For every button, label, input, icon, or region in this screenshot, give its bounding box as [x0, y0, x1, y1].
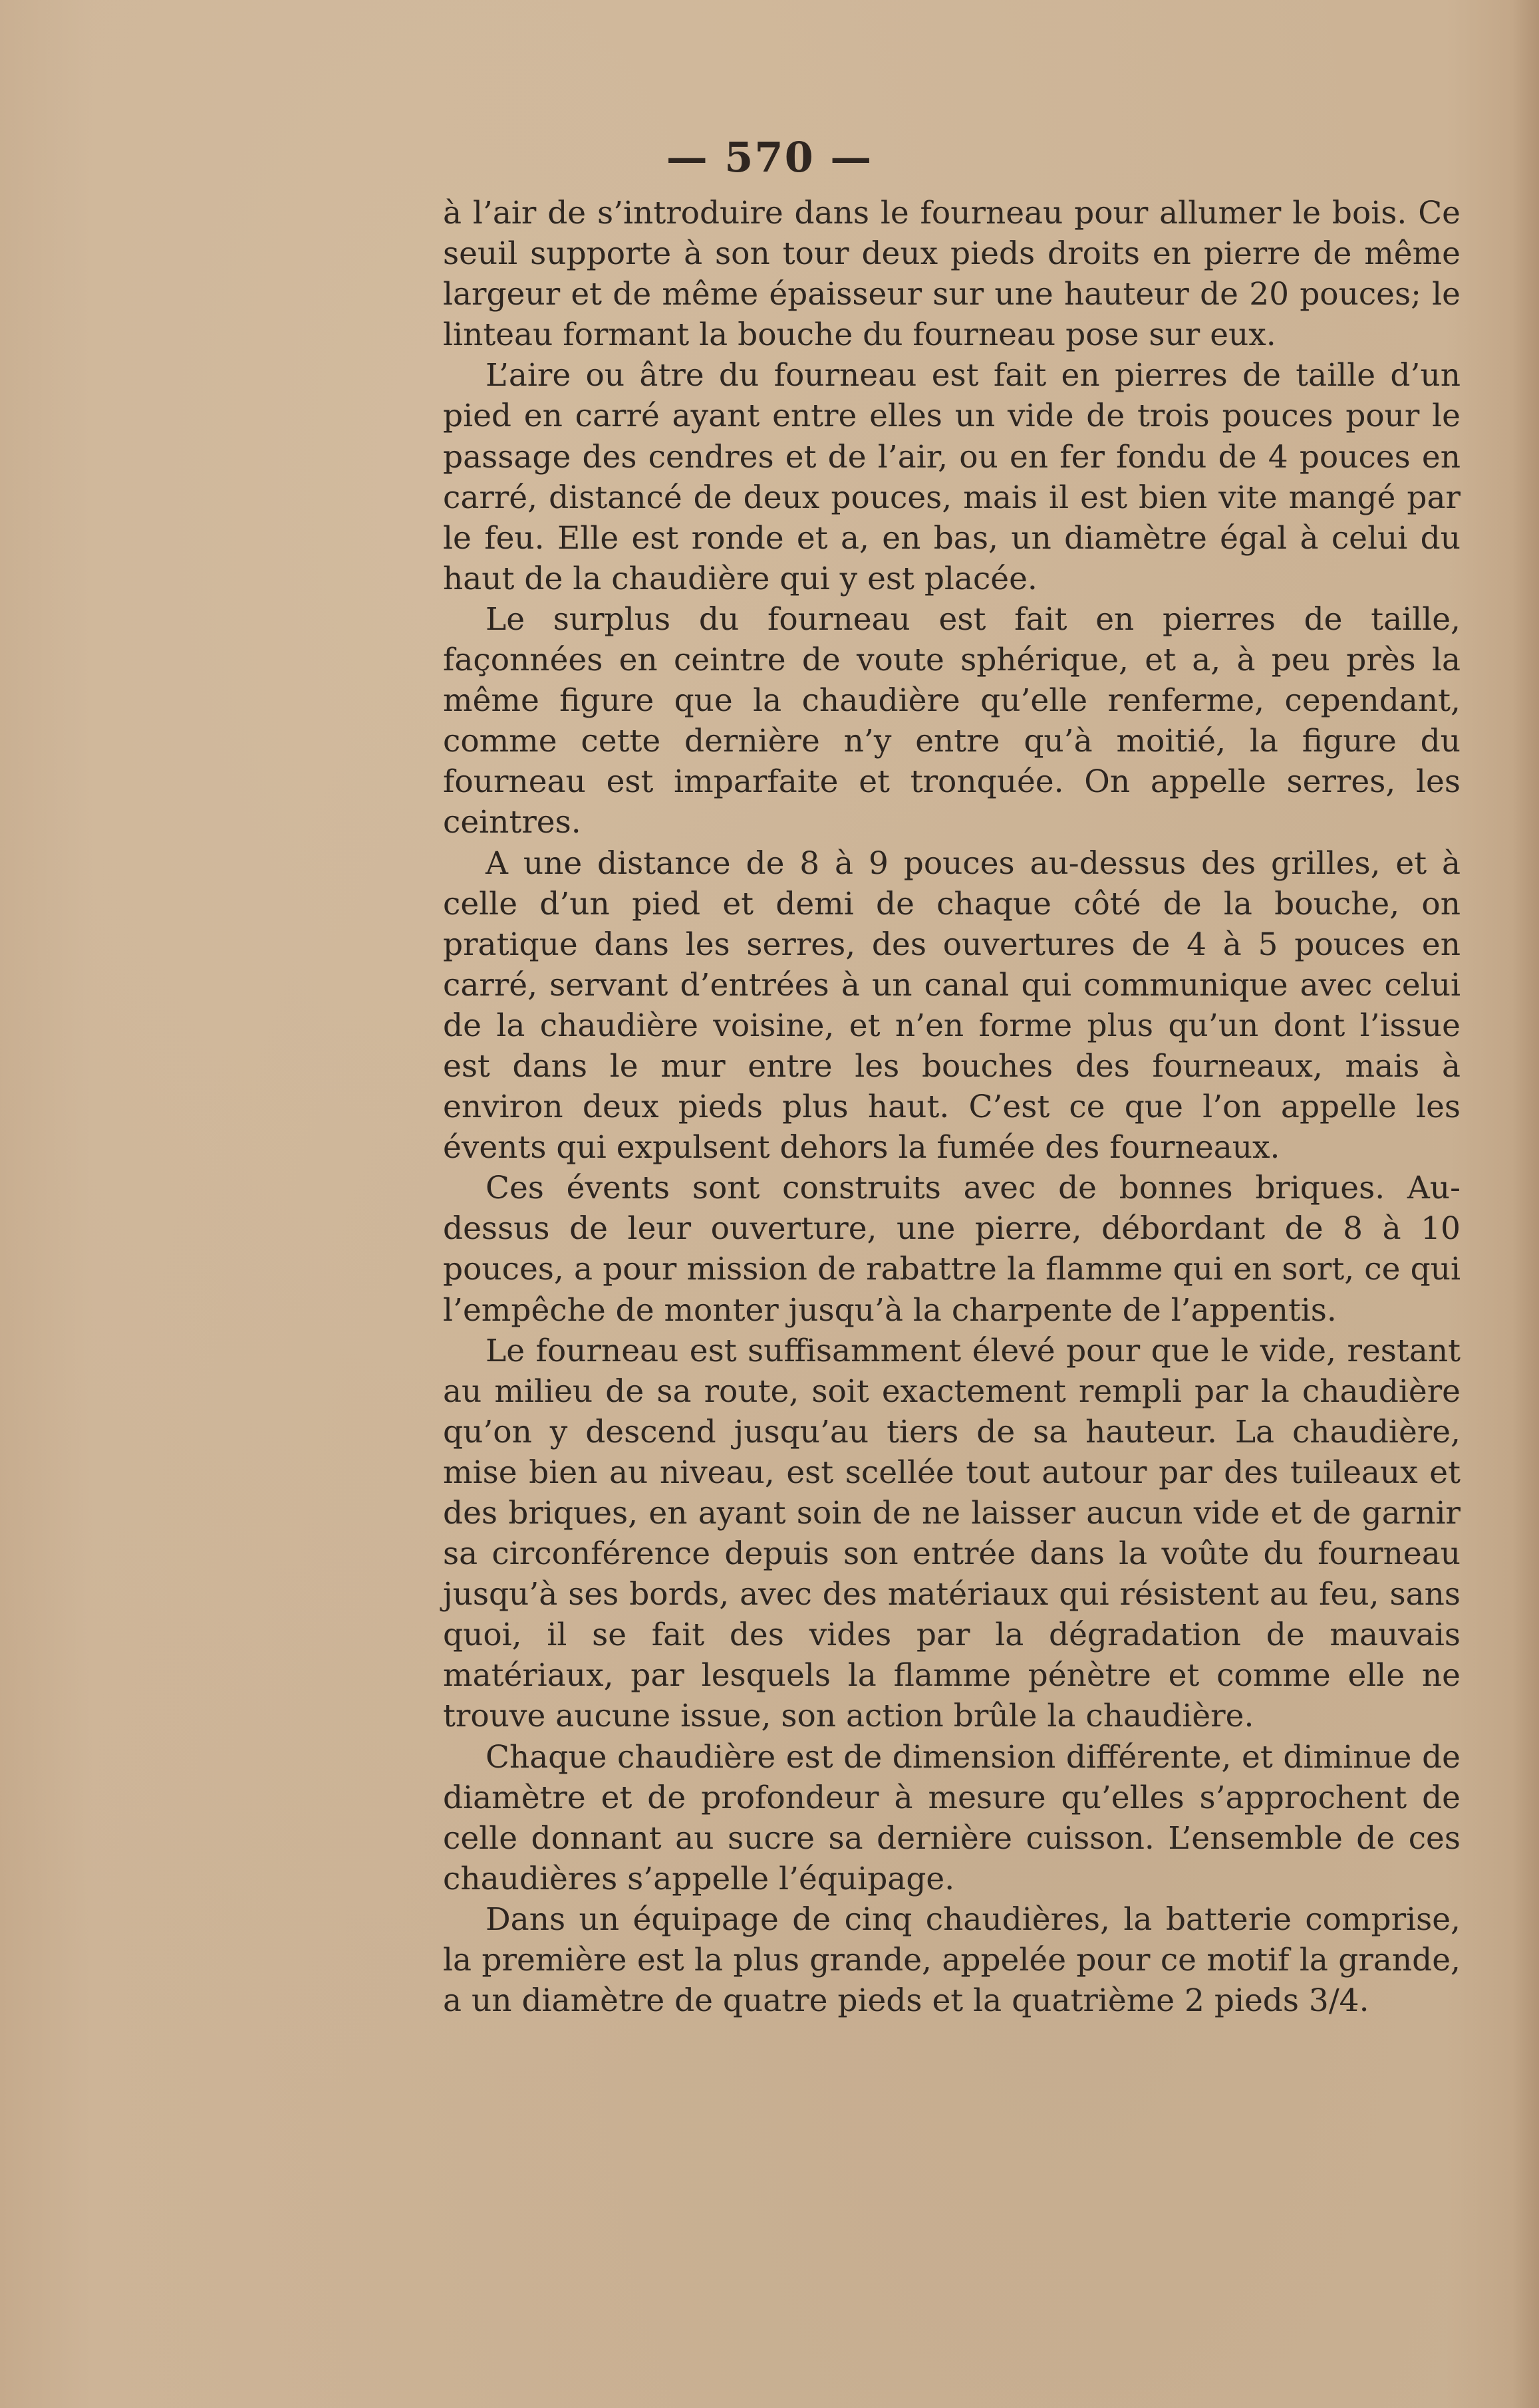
paragraph: Ces évents sont construits avec de bonnes briques. Au-dessus de leur ouverture, une pierre, débordant de 8 à 10 pouces, a pour mission de rabattre la flamme qui en sort, ce qui l’empêche de monter jusqu’à la charpente de l’appentis.	[443, 1170, 1461, 1329]
page-edge-shadow	[1512, 0, 1539, 2408]
paragraph: Le fourneau est suffisamment élevé pour que le vide, restant au milieu de sa route, soit exactement rempli par la chaudière qu’on y descend jusqu’au tiers de sa hauteur. La chaudière, mise bien au niveau, est scellée tout autour par des tuileaux et des briques, en ayant soin de ne laisser aucun vide et de garnir sa circonférence depuis son entrée dans la voûte du fourneau jusqu’à ses bords, avec des matériaux qui résistent au feu, sans quoi, il se fait des vides par la dégradation de mauvais matériaux, par lesquels la flamme pénètre et comme elle ne trouve aucune issue, son action brûle la chaudière.	[443, 1332, 1461, 1735]
body-text	[443, 193, 1461, 2021]
paragraph: Dans un équipage de cinq chaudières, la batterie comprise, la première est la plus grande, appelée pour ce motif la grande, a un diamètre de quatre pieds et la quatrième 2 pieds 3/4.	[443, 1901, 1461, 2020]
paragraph: Le surplus du fourneau est fait en pierres de taille, façonnées en ceintre de voute sphérique, et a, à peu près la même figure que la chaudière qu’elle renferme, cependant, comme cette dernière n’y entre qu’à moitié, la figure du fourneau est imparfaite et tronquée. On appelle serres, les ceintres.	[443, 601, 1461, 841]
paragraph: Chaque chaudière est de dimension différente, et diminue de diamètre et de profondeur à mesure qu’elles s’approchent de celle donnant au sucre sa dernière cuisson. L’ensemble de ces chaudières s’appelle l’équipage.	[443, 1738, 1461, 1897]
page-number: — 570 —	[666, 133, 873, 182]
paragraph: à l’air de s’introduire dans le fourneau pour allumer le bois. Ce seuil supporte à son tour deux pieds droits en pierre de même largeur et de même épaisseur sur une hauteur de 20 pouces; le linteau formant la bouche du fourneau pose sur eux.	[443, 195, 1461, 354]
paragraph: A une distance de 8 à 9 pouces au-dessus des grilles, et à celle d’un pied et demi de chaque côté de la bouche, on pratique dans les serres, des ouvertures de 4 à 5 pouces en carré, servant d’entrées à un canal qui communique avec celui de la chaudière voisine, et n’en forme plus qu’un dont l’issue est dans le mur entre les bouches des fourneaux, mais à environ deux pieds plus haut. C’est ce que l’on appelle les évents qui expulsent dehors la fumée des fourneaux.	[443, 845, 1461, 1166]
paragraph: L’aire ou âtre du fourneau est fait en pierres de taille d’un pied en carré ayant entre elles un vide de trois pouces pour le passage des cendres et de l’air, ou en fer fondu de 4 pouces en carré, distancé de deux pouces, mais il est bien vite mangé par le feu. Elle est ronde et a, en bas, un diamètre égal à celui du haut de la chaudière qui y est placée.	[443, 357, 1461, 597]
